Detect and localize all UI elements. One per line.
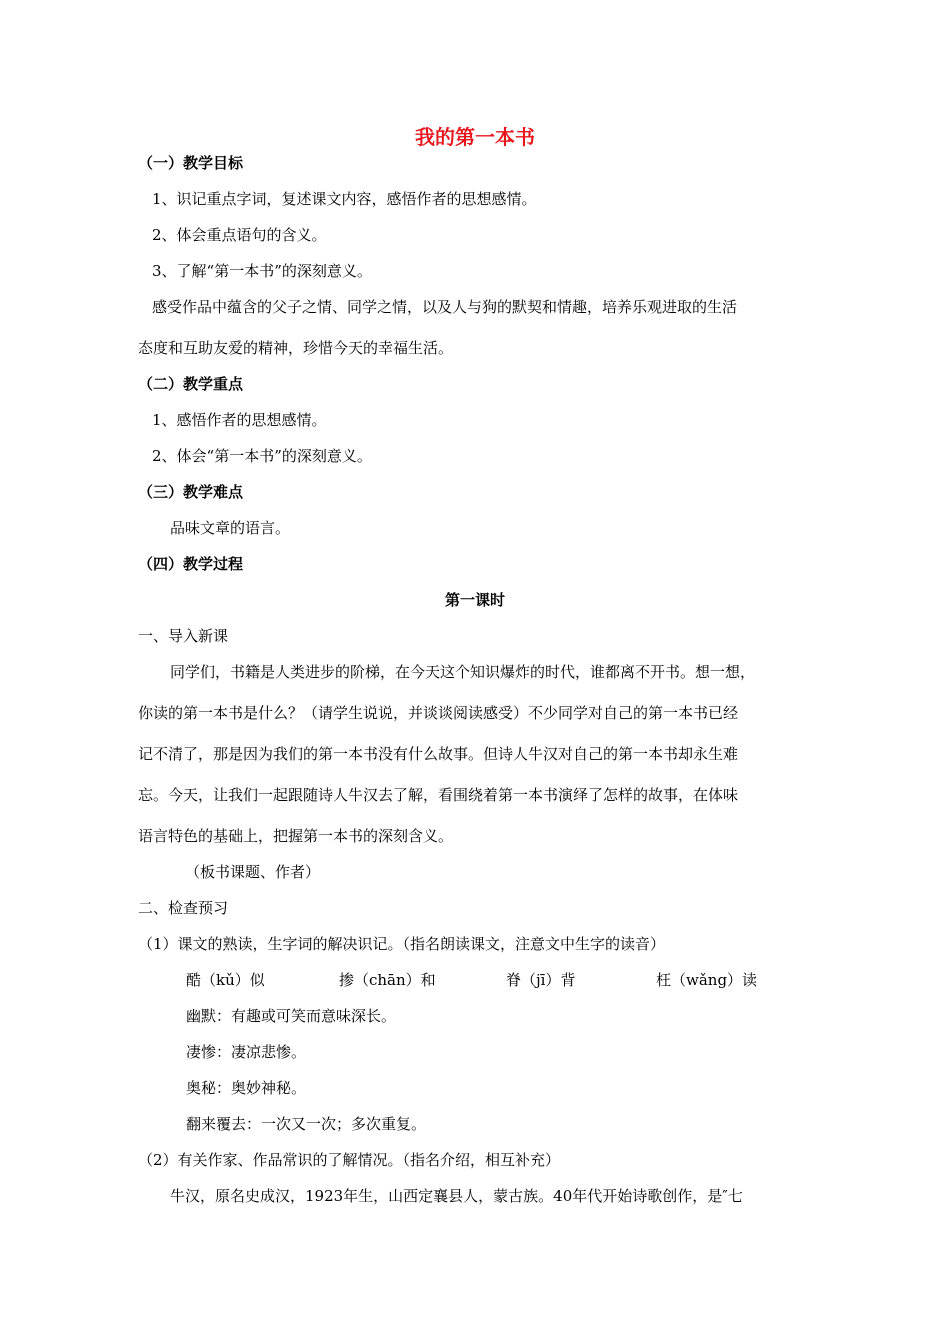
intro-line-5: 语言特色的基础上，把握第一本书的深刻含义。 [138, 827, 454, 845]
vocab-item-4: 翻来覆去：一次又一次；多次重复。 [186, 1115, 427, 1133]
goal-item-1: 1、识记重点字词，复述课文内容，感悟作者的思想感情。 [152, 190, 537, 208]
pinyin-item-2: 掺（chān）和 [339, 971, 436, 989]
section-heading-difficulty: （三）教学难点 [138, 483, 244, 501]
vocab-item-2: 凄惨：凄凉悲惨。 [186, 1043, 307, 1061]
page-title: 我的第一本书 [415, 125, 535, 149]
section-heading-goals: （一）教学目标 [138, 154, 244, 172]
check-heading: 二、检查预习 [138, 899, 229, 917]
goal-paragraph-line-2: 态度和互助友爱的精神，珍惜今天的幸福生活。 [138, 339, 454, 357]
lesson-title: 第一课时 [444, 591, 505, 609]
pinyin-item-1: 酷（kǔ）似 [186, 971, 265, 989]
key-item-2: 2、体会“第一本书”的深刻意义。 [152, 447, 372, 465]
intro-line-2: 你读的第一本书是什么？（请学生说说，并谈谈阅读感受）不少同学对自己的第一本书已经 [138, 704, 739, 722]
vocab-item-3: 奥秘：奥妙神秘。 [186, 1079, 307, 1097]
pinyin-item-3: 脊（jī）背 [506, 971, 576, 989]
vocab-item-1: 幽默：有趣或可笑而意味深长。 [186, 1007, 397, 1025]
intro-line-3: 记不清了，那是因为我们的第一本书没有什么故事。但诗人牛汉对自己的第一本书却永生难 [138, 745, 739, 763]
intro-heading: 一、导入新课 [138, 627, 229, 645]
intro-line-1: 同学们，书籍是人类进步的阶梯，在今天这个知识爆炸的时代，谁都离不开书。想一想， [170, 663, 756, 681]
check-item-1: （1）课文的熟读，生字词的解决识记。（指名朗读课文，注意文中生字的读音） [138, 935, 666, 953]
goal-item-3: 3、了解“第一本书”的深刻意义。 [152, 262, 372, 280]
board-note: （板书课题、作者） [185, 863, 321, 881]
section-heading-process: （四）教学过程 [138, 555, 244, 573]
difficulty-text: 品味文章的语言。 [170, 519, 291, 537]
goal-paragraph-line-1: 感受作品中蕴含的父子之情、同学之情，以及人与狗的默契和情趣，培养乐观进取的生活 [152, 298, 738, 316]
key-item-1: 1、感悟作者的思想感情。 [152, 411, 327, 429]
check-item-2: （2）有关作家、作品常识的了解情况。（指名介绍，相互补充） [138, 1151, 561, 1169]
section-heading-key: （二）教学重点 [138, 375, 244, 393]
pinyin-item-4: 枉（wǎng）读 [656, 971, 758, 989]
goal-item-2: 2、体会重点语句的含义。 [152, 226, 327, 244]
author-intro-line: 牛汉，原名史成汉，1923年生，山西定襄县人，蒙古族。40年代开始诗歌创作，是″七 [170, 1187, 743, 1205]
intro-line-4: 忘。今天，让我们一起跟随诗人牛汉去了解，看围绕着第一本书演绎了怎样的故事，在体味 [138, 786, 739, 804]
